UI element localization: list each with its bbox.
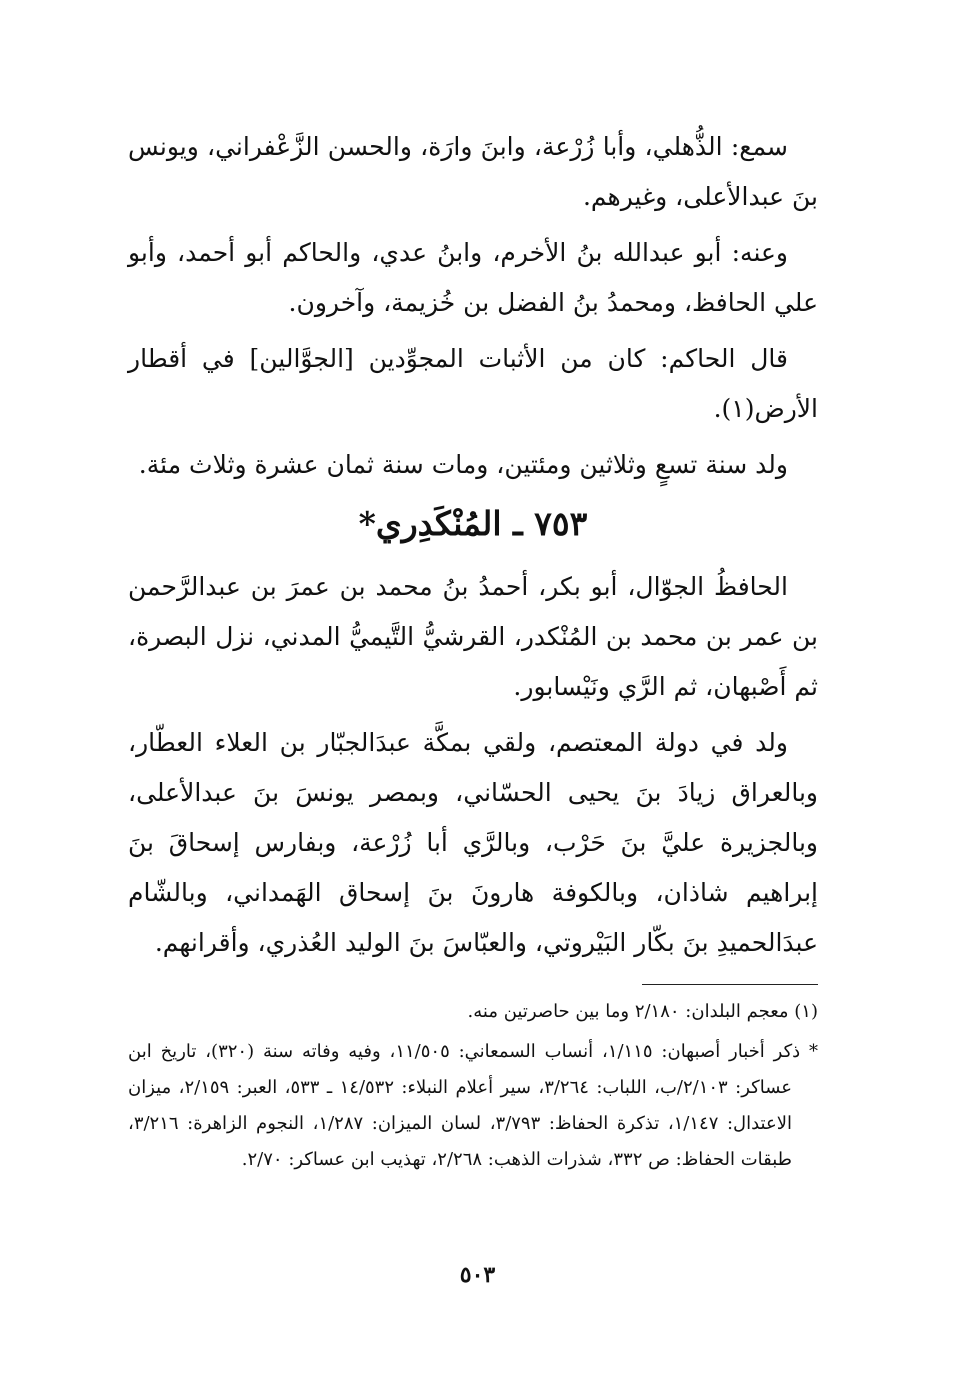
footnote-1: (١) معجم البلدان: ٢/١٨٠ وما بين حاصرتين منه.	[467, 1001, 818, 1022]
footnote-star: * ذكر أخبار أصبهان: ١/١١٥، أنساب السمعاني: ١١/٥٠٥، وفيه وفاته سنة (٣٢٠)، تاريخ ابن عساكر: ٢/١٠٣/ب، اللباب: ٣/٢٦٤، سير أعلام النبلاء: ١٤/٥٣٢ ـ ٥٣٣، العبر: ٢/١٥٩، ميزان الاعتدال: ١/١٤٧، تذكرة الحفاظ: ٣/٧٩٣، لسان الميزان: ١/٢٨٧، النجوم الزاهرة: ٣/٢١٦، طبقات الحفاظ: ص ٣٣٢، شذرات الذهب: ٢/٢٦٨، تهذيب ابن عساكر: ٢/٧٠.	[128, 1041, 819, 1170]
footnotes-block	[128, 994, 818, 1182]
main-text-block	[128, 122, 818, 974]
paragraph-teachers: سمع: الذُّهلي، وأبا زُرْعة، وابنَ وارَة، والحسن الزَّعْفراني، ويونس بنَ عبدالأعلى، وغيرهم.	[128, 132, 818, 211]
paragraph-birth-death: ولد سنة تسعٍ وثلاثين ومئتين، ومات سنة ثمان عشرة وثلاث مئة.	[138, 450, 788, 479]
footnote-divider	[642, 984, 818, 985]
page-number: ٥٠٣	[459, 1262, 496, 1288]
paragraph-biography: الحافظُ الجوّال، أبو بكر، أحمدُ بنُ محمد بن عمرَ بن عبدالرَّحمن بن عمر بن محمد بن المُنْكدر، القرشيُّ التَّيميُّ المدني، نزل البصرة، ثم أَصْبهان، ثم الرَّي ونَيْسابور.	[128, 572, 818, 701]
paragraph-students: وعنه: أبو عبدالله بنُ الأخرم، وابنُ عدي، والحاكم أبو أحمد، وأبو علي الحافظ، ومحمدُ بنُ الفضل بن خُزيمة، وآخرون.	[128, 238, 818, 317]
paragraph-travels: ولد في دولة المعتصم، ولقي بمكَّة عبدَالجبّار بن العلاء العطّار، وبالعراق زيادَ بنَ يحيى الحسّاني، وبمصر يونسَ بنَ عبدالأعلى، وبالجزيرة عليَّ بنَ حَرْب، وبالرَّي أبا زُرْعة، وبفارس إسحاقَ بنَ إبراهيم شاذان، وبالكوفة هارونَ بنَ إسحاق الهَمداني، وبالشّام عبدَالحميدِ بنَ بكّار البَيْروتي، والعبّاسَ بنَ الوليد العُذري، وأقرانهم.	[128, 728, 818, 957]
entry-heading: ٧٥٣ ـ المُنْكَدِري*	[358, 504, 588, 543]
paragraph-hakim-quote: قال الحاكم: كان من الأثبات المجوِّدين [الجوَّالين] في أقطار الأرض(١).	[128, 344, 818, 423]
